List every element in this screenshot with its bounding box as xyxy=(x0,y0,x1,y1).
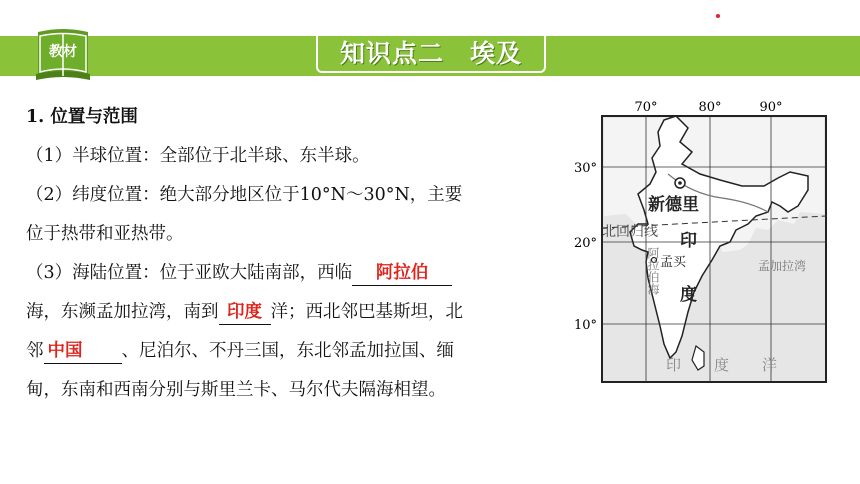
lon-label-80: 80° xyxy=(698,100,722,115)
latitude-line-1: （2）纬度位置：绝大部分地区位于10°N～30°N，主要 xyxy=(26,185,463,205)
sea-land-text-3b: 、尼泊尔、不丹三国，东北邻孟加拉国、缅 xyxy=(121,341,454,361)
hemisphere-line: （1）半球位置：全部位于北半球、东半球。 xyxy=(26,146,370,166)
sea-land-text-2b: 洋；西北邻巴基斯坦，北 xyxy=(270,302,463,322)
sea-land-line-4: 甸，东南和西南分别与斯里兰卡、马尔代夫隔海相望。 xyxy=(26,380,446,400)
latitude-line-2: 位于热带和亚热带。 xyxy=(26,224,184,244)
answer-blank-indian: 印度 xyxy=(219,300,271,325)
indian-ocean-label-2: 度 xyxy=(714,356,730,374)
lon-label-70: 70° xyxy=(634,100,658,115)
sea-land-line-3 xyxy=(26,332,574,371)
lat-label-10: 10° xyxy=(574,318,598,333)
text-content xyxy=(26,98,574,410)
tropic-label: 北回归线 xyxy=(602,224,658,240)
indian-ocean-label-1: 印 xyxy=(666,356,682,374)
indian-ocean-label-3: 洋 xyxy=(762,356,778,374)
country-label-2: 度 xyxy=(680,285,697,305)
sea-land-text-1: （3）海陆位置：位于亚欧大陆南部，西临 xyxy=(26,263,353,283)
india-map xyxy=(572,94,840,394)
section-title: 知识点二 埃及 xyxy=(316,36,546,73)
answer-blank-china: 中国 xyxy=(44,339,122,364)
city-label: 孟买 xyxy=(660,255,687,270)
bay-of-bengal-label: 孟加拉湾 xyxy=(758,259,807,273)
section-heading: 1. 位置与范围 xyxy=(26,107,138,127)
country-label-1: 印 xyxy=(680,231,697,251)
sea-land-text-2a: 海，东濒孟加拉湾，南到 xyxy=(26,302,219,322)
sea-land-line-2 xyxy=(26,293,574,332)
badge-label: 教材 xyxy=(49,44,77,60)
red-dot-marker xyxy=(716,14,720,18)
capital-label: 新德里 xyxy=(648,195,699,215)
lon-label-90: 90° xyxy=(759,100,783,115)
answer-blank-arabian: 阿拉伯 xyxy=(352,261,452,286)
arabian-sea-label: 阿拉伯海 xyxy=(612,247,660,261)
lat-label-30: 30° xyxy=(574,161,598,176)
sea-land-line-1 xyxy=(26,254,574,293)
lat-label-20: 20° xyxy=(574,236,598,251)
sea-land-text-3a: 邻 xyxy=(26,341,44,361)
